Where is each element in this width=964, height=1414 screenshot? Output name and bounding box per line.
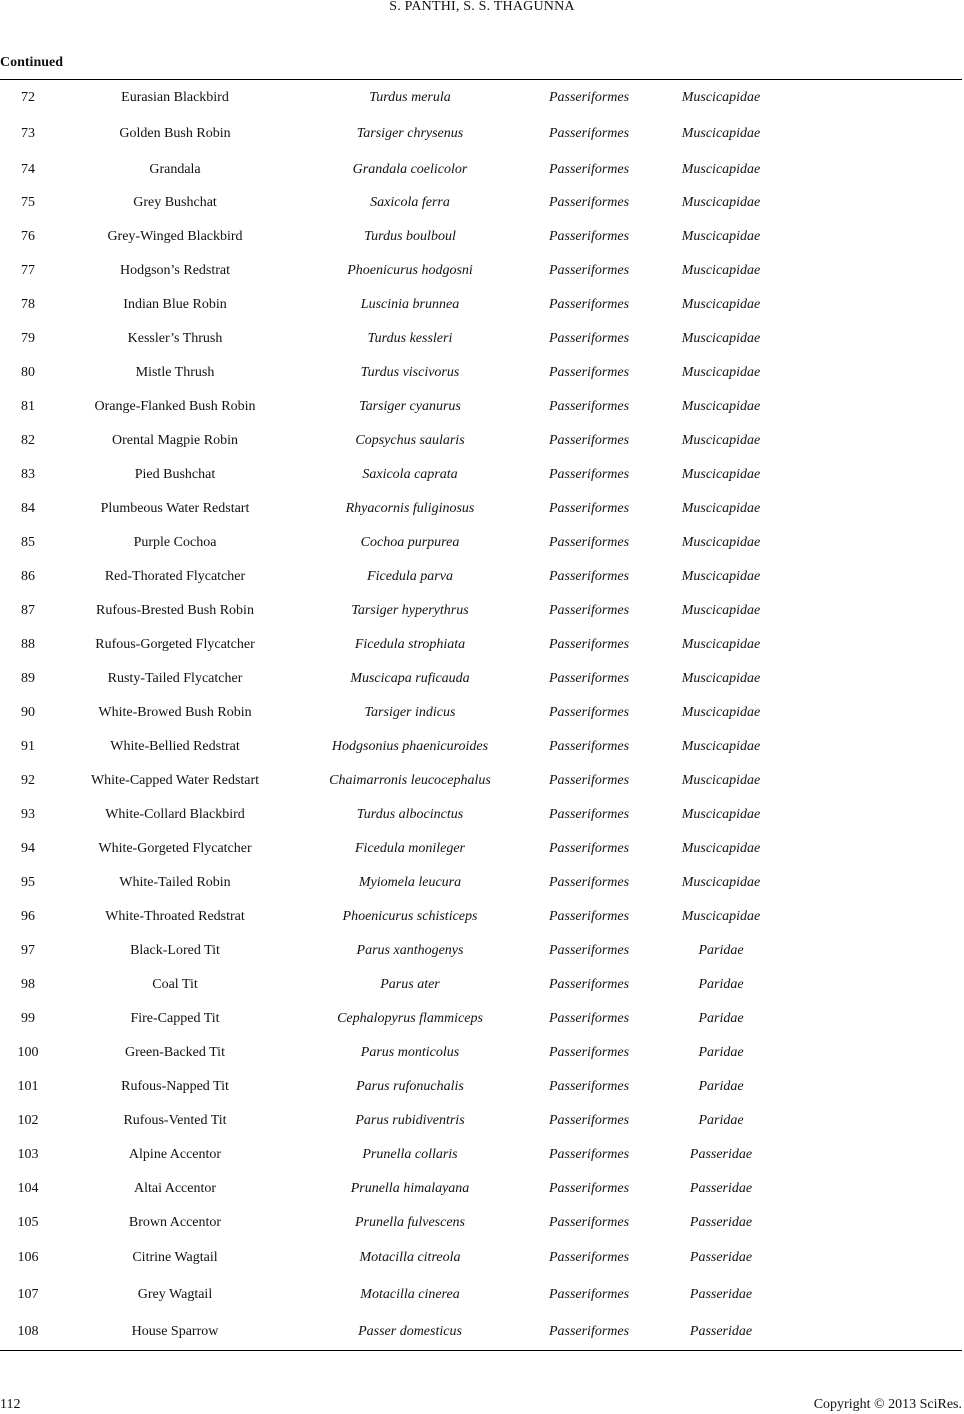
family-name: Passeridae bbox=[689, 1250, 753, 1265]
table-row bbox=[0, 1011, 962, 1031]
common-name: Green-Backed Tit bbox=[125, 1045, 225, 1060]
table-row bbox=[0, 1079, 962, 1099]
table-row bbox=[0, 195, 962, 215]
order-name: Passeriformes bbox=[548, 162, 630, 177]
table-row bbox=[0, 263, 962, 283]
scientific-name: Turdus kessleri bbox=[367, 331, 453, 346]
species-number: 88 bbox=[21, 637, 35, 652]
table-row bbox=[0, 535, 962, 555]
scientific-name: Phoenicurus schisticeps bbox=[342, 909, 478, 924]
order-name: Passeriformes bbox=[548, 943, 630, 958]
common-name: White-Capped Water Redstart bbox=[90, 773, 260, 788]
species-number: 90 bbox=[21, 705, 35, 720]
table-row bbox=[0, 126, 962, 146]
common-name: Grey Wagtail bbox=[137, 1287, 213, 1302]
table-row bbox=[0, 1215, 962, 1235]
order-name: Passeriformes bbox=[548, 1181, 630, 1196]
species-number: 96 bbox=[21, 909, 35, 924]
family-name: Muscicapidae bbox=[681, 399, 761, 414]
order-name: Passeriformes bbox=[548, 603, 630, 618]
species-number: 72 bbox=[21, 90, 35, 105]
family-name: Muscicapidae bbox=[681, 637, 761, 652]
species-number: 95 bbox=[21, 875, 35, 890]
scientific-name: Hodgsonius phaenicuroides bbox=[331, 739, 489, 754]
scientific-name: Prunella fulvescens bbox=[354, 1215, 466, 1230]
table-row bbox=[0, 433, 962, 453]
family-name: Paridae bbox=[698, 1079, 744, 1094]
common-name: Grey-Winged Blackbird bbox=[107, 229, 243, 244]
species-number: 80 bbox=[21, 365, 35, 380]
table-row bbox=[0, 1324, 962, 1344]
continued-label: Continued bbox=[0, 55, 64, 70]
species-number: 77 bbox=[21, 263, 35, 278]
scientific-name: Prunella himalayana bbox=[350, 1181, 470, 1196]
common-name: Rufous-Napped Tit bbox=[121, 1079, 229, 1094]
species-number: 75 bbox=[21, 195, 35, 210]
species-number: 84 bbox=[21, 501, 35, 516]
common-name: House Sparrow bbox=[131, 1324, 219, 1339]
family-name: Passeridae bbox=[689, 1147, 753, 1162]
order-name: Passeriformes bbox=[548, 705, 630, 720]
order-name: Passeriformes bbox=[548, 1287, 630, 1302]
table-row bbox=[0, 467, 962, 487]
family-name: Muscicapidae bbox=[681, 671, 761, 686]
order-name: Passeriformes bbox=[548, 739, 630, 754]
species-number: 97 bbox=[21, 943, 35, 958]
scientific-name: Turdus merula bbox=[369, 90, 451, 105]
common-name: Citrine Wagtail bbox=[132, 1250, 218, 1265]
order-name: Passeriformes bbox=[548, 467, 630, 482]
scientific-name: Parus xanthogenys bbox=[356, 943, 464, 958]
family-name: Passeridae bbox=[689, 1324, 753, 1339]
order-name: Passeriformes bbox=[548, 671, 630, 686]
scientific-name: Myiomela leucura bbox=[358, 875, 462, 890]
order-name: Passeriformes bbox=[548, 297, 630, 312]
order-name: Passeriformes bbox=[548, 977, 630, 992]
scientific-name: Parus ater bbox=[380, 977, 440, 992]
species-number: 83 bbox=[21, 467, 35, 482]
family-name: Muscicapidae bbox=[681, 162, 761, 177]
common-name: White-Gorgeted Flycatcher bbox=[98, 841, 252, 856]
species-number: 93 bbox=[21, 807, 35, 822]
species-number: 89 bbox=[21, 671, 35, 686]
common-name: Brown Accentor bbox=[128, 1215, 222, 1230]
order-name: Passeriformes bbox=[548, 1079, 630, 1094]
running-header: S. PANTHI, S. S. THAGUNNA bbox=[389, 0, 575, 14]
scientific-name: Saxicola ferra bbox=[370, 195, 450, 210]
family-name: Paridae bbox=[698, 1011, 744, 1026]
family-name: Muscicapidae bbox=[681, 501, 761, 516]
scientific-name: Saxicola caprata bbox=[362, 467, 458, 482]
common-name: Grandala bbox=[149, 162, 201, 177]
species-number: 92 bbox=[21, 773, 35, 788]
species-number: 76 bbox=[21, 229, 35, 244]
table-row bbox=[0, 331, 962, 351]
common-name: White-Collard Blackbird bbox=[105, 807, 245, 822]
order-name: Passeriformes bbox=[548, 501, 630, 516]
family-name: Muscicapidae bbox=[681, 909, 761, 924]
family-name: Muscicapidae bbox=[681, 433, 761, 448]
scientific-name: Motacilla cinerea bbox=[360, 1287, 460, 1302]
order-name: Passeriformes bbox=[548, 535, 630, 550]
order-name: Passeriformes bbox=[548, 637, 630, 652]
order-name: Passeriformes bbox=[548, 229, 630, 244]
common-name: Fire-Capped Tit bbox=[130, 1011, 220, 1026]
table-top-rule bbox=[0, 79, 962, 80]
table-row bbox=[0, 637, 962, 657]
table-row bbox=[0, 807, 962, 827]
scientific-name: Turdus albocinctus bbox=[356, 807, 464, 822]
common-name: Rusty-Tailed Flycatcher bbox=[107, 671, 243, 686]
family-name: Muscicapidae bbox=[681, 705, 761, 720]
common-name: Rufous-Gorgeted Flycatcher bbox=[95, 637, 255, 652]
common-name: Rufous-Brested Bush Robin bbox=[96, 603, 254, 618]
order-name: Passeriformes bbox=[548, 433, 630, 448]
table-row bbox=[0, 399, 962, 419]
species-number: 87 bbox=[21, 603, 35, 618]
scientific-name: Luscinia brunnea bbox=[360, 297, 460, 312]
table-bottom-rule bbox=[0, 1350, 962, 1351]
family-name: Passeridae bbox=[689, 1181, 753, 1196]
common-name: Plumbeous Water Redstart bbox=[100, 501, 250, 516]
species-number: 73 bbox=[21, 126, 35, 141]
scientific-name: Parus monticolus bbox=[360, 1045, 460, 1060]
scientific-name: Ficedula strophiata bbox=[354, 637, 466, 652]
table-row bbox=[0, 1181, 962, 1201]
common-name: White-Bellied Redstrat bbox=[110, 739, 240, 754]
common-name: Pied Bushchat bbox=[134, 467, 216, 482]
scientific-name: Cochoa purpurea bbox=[360, 535, 460, 550]
scientific-name: Tarsiger indicus bbox=[364, 705, 456, 720]
table-row bbox=[0, 1045, 962, 1065]
common-name: Black-Lored Tit bbox=[130, 943, 220, 958]
family-name: Muscicapidae bbox=[681, 90, 761, 105]
family-name: Paridae bbox=[698, 1113, 744, 1128]
table-row bbox=[0, 501, 962, 521]
table-row bbox=[0, 1250, 962, 1270]
table-row bbox=[0, 841, 962, 861]
scientific-name: Parus rubidiventris bbox=[355, 1113, 465, 1128]
table-row bbox=[0, 297, 962, 317]
family-name: Muscicapidae bbox=[681, 229, 761, 244]
family-name: Muscicapidae bbox=[681, 773, 761, 788]
family-name: Muscicapidae bbox=[681, 263, 761, 278]
table-row bbox=[0, 569, 962, 589]
scientific-name: Grandala coelicolor bbox=[352, 162, 468, 177]
species-number: 101 bbox=[17, 1079, 39, 1094]
order-name: Passeriformes bbox=[548, 1147, 630, 1162]
species-number: 105 bbox=[17, 1215, 39, 1230]
common-name: Eurasian Blackbird bbox=[121, 90, 229, 105]
common-name: Indian Blue Robin bbox=[123, 297, 227, 312]
order-name: Passeriformes bbox=[548, 1324, 630, 1339]
scientific-name: Ficedula parva bbox=[367, 569, 453, 584]
scientific-name: Cephalopyrus flammiceps bbox=[337, 1011, 483, 1026]
common-name: Orange-Flanked Bush Robin bbox=[94, 399, 256, 414]
table-row bbox=[0, 1113, 962, 1133]
common-name: White-Tailed Robin bbox=[119, 875, 231, 890]
species-number: 106 bbox=[17, 1250, 39, 1265]
common-name: Orental Magpie Robin bbox=[112, 433, 238, 448]
species-number: 85 bbox=[21, 535, 35, 550]
common-name: Purple Cochoa bbox=[133, 535, 217, 550]
order-name: Passeriformes bbox=[548, 1250, 630, 1265]
scientific-name: Prunella collaris bbox=[362, 1147, 458, 1162]
common-name: Rufous-Vented Tit bbox=[123, 1113, 227, 1128]
species-number: 74 bbox=[21, 162, 35, 177]
order-name: Passeriformes bbox=[548, 365, 630, 380]
order-name: Passeriformes bbox=[548, 399, 630, 414]
scientific-name: Copsychus saularis bbox=[355, 433, 465, 448]
family-name: Muscicapidae bbox=[681, 739, 761, 754]
copyright-notice: Copyright © 2013 SciRes. bbox=[813, 1397, 962, 1412]
common-name: Altai Accentor bbox=[133, 1181, 217, 1196]
family-name: Muscicapidae bbox=[681, 195, 761, 210]
species-number: 78 bbox=[21, 297, 35, 312]
order-name: Passeriformes bbox=[548, 841, 630, 856]
species-number: 81 bbox=[21, 399, 35, 414]
scientific-name: Tarsiger hyperythrus bbox=[351, 603, 469, 618]
family-name: Muscicapidae bbox=[681, 603, 761, 618]
family-name: Paridae bbox=[698, 1045, 744, 1060]
species-number: 91 bbox=[21, 739, 35, 754]
common-name: Mistle Thrush bbox=[135, 365, 215, 380]
table-row bbox=[0, 671, 962, 691]
species-number: 104 bbox=[17, 1181, 39, 1196]
common-name: Red-Thorated Flycatcher bbox=[104, 569, 246, 584]
species-number: 108 bbox=[17, 1324, 39, 1339]
family-name: Muscicapidae bbox=[681, 569, 761, 584]
scientific-name: Tarsiger chrysenus bbox=[356, 126, 464, 141]
species-number: 102 bbox=[17, 1113, 39, 1128]
order-name: Passeriformes bbox=[548, 807, 630, 822]
order-name: Passeriformes bbox=[548, 1215, 630, 1230]
order-name: Passeriformes bbox=[548, 1011, 630, 1026]
common-name: Alpine Accentor bbox=[128, 1147, 222, 1162]
table-row bbox=[0, 603, 962, 623]
table-row bbox=[0, 739, 962, 759]
species-number: 94 bbox=[21, 841, 35, 856]
order-name: Passeriformes bbox=[548, 1113, 630, 1128]
order-name: Passeriformes bbox=[548, 90, 630, 105]
family-name: Muscicapidae bbox=[681, 331, 761, 346]
table-row bbox=[0, 773, 962, 793]
scientific-name: Turdus viscivorus bbox=[360, 365, 460, 380]
scientific-name: Turdus boulboul bbox=[364, 229, 456, 244]
family-name: Muscicapidae bbox=[681, 365, 761, 380]
table-row bbox=[0, 875, 962, 895]
family-name: Paridae bbox=[698, 943, 744, 958]
family-name: Muscicapidae bbox=[681, 297, 761, 312]
order-name: Passeriformes bbox=[548, 773, 630, 788]
common-name: White-Throated Redstrat bbox=[105, 909, 245, 924]
table-row bbox=[0, 909, 962, 929]
table-row bbox=[0, 365, 962, 385]
scientific-name: Tarsiger cyanurus bbox=[359, 399, 461, 414]
family-name: Passeridae bbox=[689, 1215, 753, 1230]
species-number: 82 bbox=[21, 433, 35, 448]
common-name: Kessler’s Thrush bbox=[127, 331, 223, 346]
scientific-name: Ficedula monileger bbox=[354, 841, 466, 856]
order-name: Passeriformes bbox=[548, 263, 630, 278]
scientific-name: Muscicapa ruficauda bbox=[350, 671, 470, 686]
scientific-name: Parus rufonuchalis bbox=[356, 1079, 464, 1094]
order-name: Passeriformes bbox=[548, 195, 630, 210]
order-name: Passeriformes bbox=[548, 909, 630, 924]
table-row bbox=[0, 705, 962, 725]
order-name: Passeriformes bbox=[548, 875, 630, 890]
scientific-name: Motacilla citreola bbox=[359, 1250, 461, 1265]
family-name: Muscicapidae bbox=[681, 841, 761, 856]
common-name: Coal Tit bbox=[152, 977, 198, 992]
species-number: 86 bbox=[21, 569, 35, 584]
species-number: 107 bbox=[17, 1287, 39, 1302]
scientific-name: Passer domesticus bbox=[358, 1324, 462, 1339]
table-row bbox=[0, 1147, 962, 1167]
common-name: White-Browed Bush Robin bbox=[98, 705, 252, 720]
scientific-name: Phoenicurus hodgosni bbox=[347, 263, 473, 278]
species-number: 100 bbox=[17, 1045, 39, 1060]
family-name: Passeridae bbox=[689, 1287, 753, 1302]
family-name: Muscicapidae bbox=[681, 126, 761, 141]
family-name: Muscicapidae bbox=[681, 807, 761, 822]
scientific-name: Rhyacornis fuliginosus bbox=[345, 501, 475, 516]
table-row bbox=[0, 943, 962, 963]
page-number: 112 bbox=[0, 1397, 21, 1412]
common-name: Hodgson’s Redstrat bbox=[119, 263, 231, 278]
family-name: Paridae bbox=[698, 977, 744, 992]
species-number: 79 bbox=[21, 331, 35, 346]
order-name: Passeriformes bbox=[548, 331, 630, 346]
table-row bbox=[0, 977, 962, 997]
common-name: Grey Bushchat bbox=[133, 195, 217, 210]
order-name: Passeriformes bbox=[548, 1045, 630, 1060]
order-name: Passeriformes bbox=[548, 569, 630, 584]
table-row bbox=[0, 229, 962, 249]
table-row bbox=[0, 1287, 962, 1307]
order-name: Passeriformes bbox=[548, 126, 630, 141]
species-number: 99 bbox=[21, 1011, 35, 1026]
species-number: 98 bbox=[21, 977, 35, 992]
table-row bbox=[0, 162, 962, 182]
family-name: Muscicapidae bbox=[681, 535, 761, 550]
scientific-name: Chaimarronis leucocephalus bbox=[329, 773, 491, 788]
table-row bbox=[0, 90, 962, 110]
family-name: Muscicapidae bbox=[681, 467, 761, 482]
species-number: 103 bbox=[17, 1147, 39, 1162]
common-name: Golden Bush Robin bbox=[119, 126, 231, 141]
family-name: Muscicapidae bbox=[681, 875, 761, 890]
